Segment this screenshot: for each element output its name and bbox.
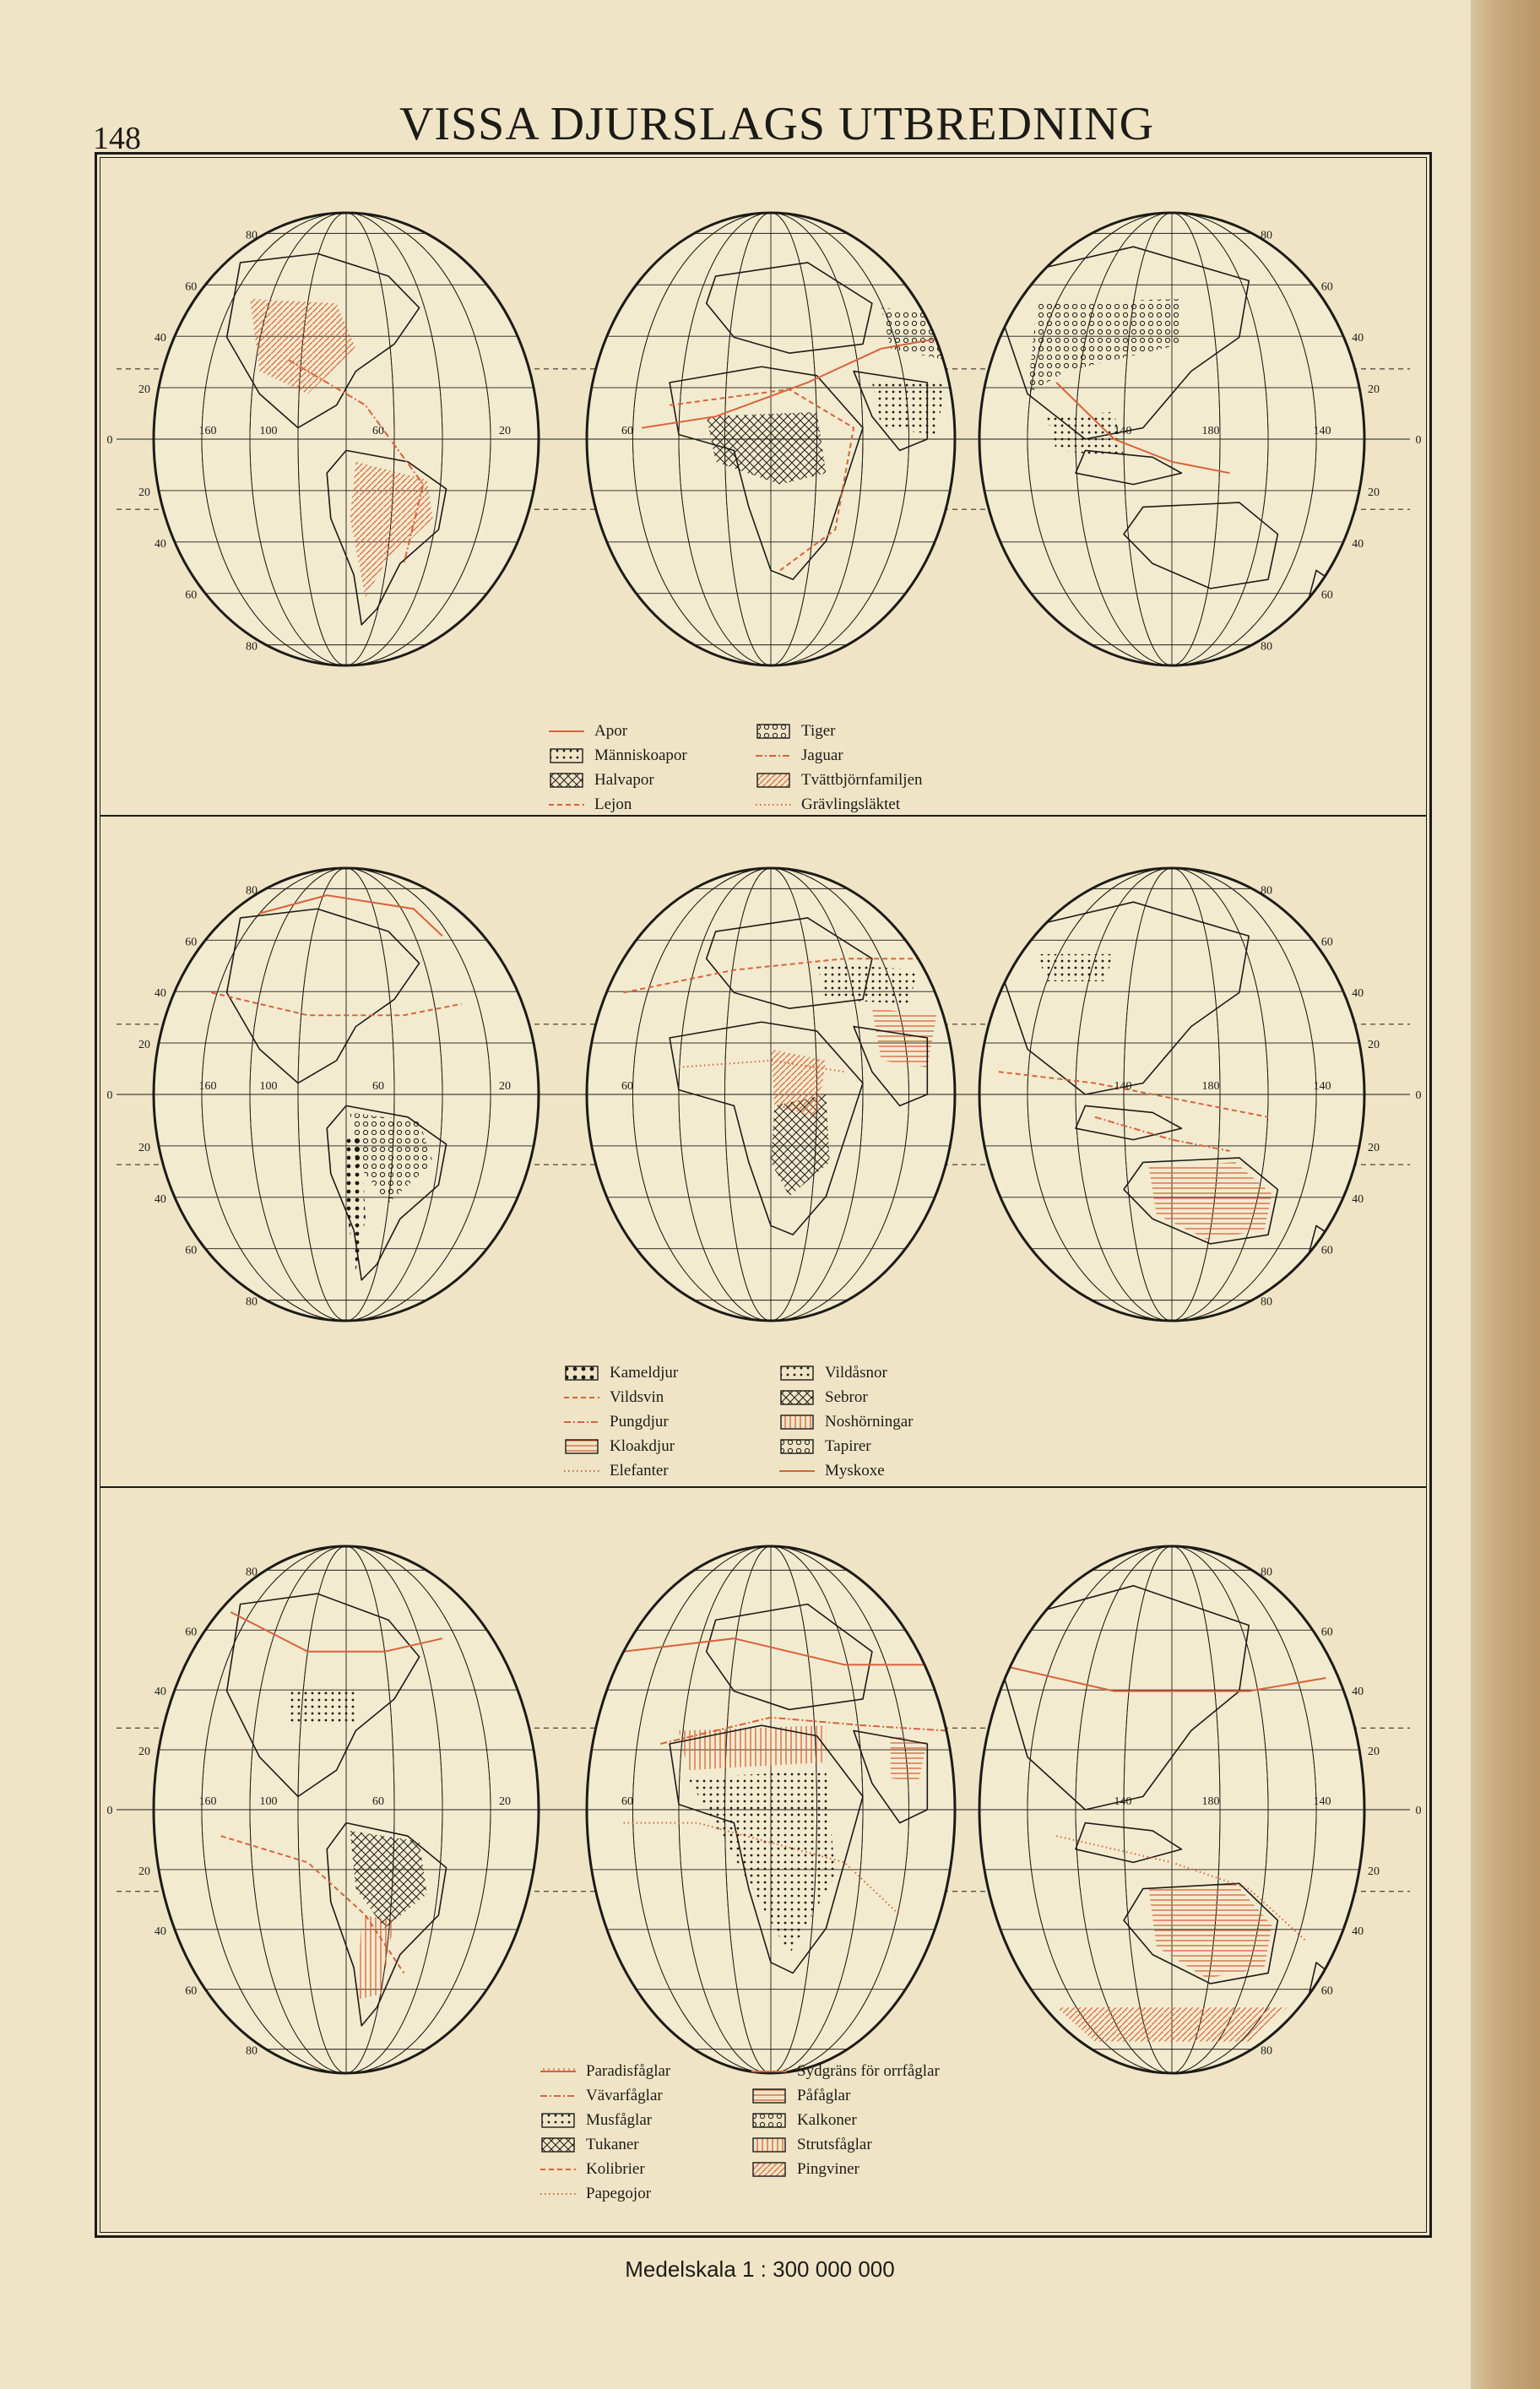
map-panel-primates — [100, 159, 1427, 814]
longitude-label: 160 — [198, 1080, 217, 1093]
latitude-label: 80 — [246, 229, 258, 242]
latitude-label: 20 — [138, 383, 150, 397]
legend-symbol — [754, 772, 793, 789]
latitude-label: 40 — [154, 537, 166, 551]
latitude-label: 20 — [1368, 1039, 1380, 1052]
latitude-label: 60 — [1320, 1244, 1333, 1257]
legend-item — [754, 768, 923, 792]
legend-item — [562, 1360, 678, 1385]
latitude-label: 40 — [1352, 1686, 1364, 1699]
legend-item — [562, 1434, 678, 1458]
latitude-label: 60 — [1320, 1626, 1333, 1639]
legend-symbol — [778, 1389, 816, 1406]
world-map-globes — [100, 159, 1427, 814]
legend-item — [547, 719, 687, 743]
map-panel-mammals — [100, 816, 1427, 1485]
longitude-label: 140 — [1313, 1080, 1331, 1093]
distribution-area — [817, 964, 919, 1004]
longitude-label: 20 — [499, 1795, 511, 1808]
legend-label: Vildsvin — [610, 1388, 664, 1406]
legend-label: Halvapor — [594, 771, 654, 789]
legend-symbol — [750, 2088, 789, 2104]
legend-label: Myskoxe — [825, 1462, 885, 1480]
legend-right — [750, 2059, 940, 2181]
globe-1 — [138, 868, 539, 1321]
latitude-label: 60 — [185, 589, 198, 602]
latitude-label: 80 — [246, 2044, 258, 2058]
latitude-label: 80 — [246, 640, 258, 654]
legend-right — [754, 719, 923, 817]
legend-left — [539, 2059, 670, 2206]
longitude-label: 60 — [372, 1795, 384, 1808]
latitude-label: 60 — [185, 280, 198, 294]
legend-label: Tapirer — [825, 1437, 871, 1455]
legend-label: Papegojor — [586, 2185, 652, 2202]
legend-symbol — [562, 1365, 601, 1382]
world-map-globes — [100, 816, 1427, 1485]
legend-item — [754, 792, 923, 817]
latitude-label: 60 — [185, 1244, 198, 1257]
legend-item — [778, 1360, 913, 1385]
distribution-area — [1056, 2007, 1288, 2042]
legend-item — [562, 1458, 678, 1483]
distribution-area — [771, 1049, 826, 1116]
legend-item — [778, 1434, 913, 1458]
page-number: 148 — [93, 121, 141, 156]
equator-label: 0 — [106, 1805, 113, 1817]
distribution-area — [289, 1691, 356, 1726]
distribution-area — [1037, 954, 1114, 981]
longitude-label: 160 — [198, 425, 217, 437]
legend-symbol — [539, 2137, 578, 2153]
longitude-label: 140 — [1313, 425, 1331, 437]
legend-symbol — [754, 796, 793, 813]
legend-label: Kameldjur — [610, 1364, 679, 1382]
legend-symbol — [562, 1438, 601, 1455]
legend-symbol — [754, 723, 793, 740]
latitude-label: 40 — [154, 332, 166, 345]
latitude-label: 20 — [1368, 1746, 1380, 1759]
latitude-label: 40 — [1352, 1192, 1364, 1206]
latitude-label: 80 — [1260, 884, 1272, 898]
map-scale: Medelskala 1 : 300 000 000 — [625, 2256, 895, 2282]
legend-label: Tvättbjörnfamiljen — [801, 771, 923, 789]
longitude-label: 140 — [1114, 1795, 1132, 1808]
legend-symbol — [539, 2161, 578, 2178]
legend-symbol — [539, 2185, 578, 2202]
latitude-label: 80 — [1260, 2044, 1272, 2058]
latitude-label: 20 — [138, 1141, 150, 1154]
longitude-label: 60 — [621, 1080, 633, 1093]
legend-label: Tukaner — [586, 2136, 639, 2153]
latitude-label: 40 — [1352, 332, 1364, 345]
legend-label: Jaguar — [801, 747, 843, 764]
legend-symbol — [547, 723, 586, 740]
latitude-label: 80 — [1260, 229, 1272, 242]
globe-1 — [138, 1546, 539, 2073]
legend-label: Apor — [594, 722, 628, 740]
legend-left — [562, 1360, 678, 1483]
equator-label: 0 — [1415, 1805, 1422, 1817]
longitude-label: 100 — [259, 1080, 278, 1093]
legend-symbol — [750, 2161, 789, 2178]
legend-label: Påfåglar — [797, 2087, 851, 2104]
legend-item — [750, 2157, 940, 2181]
latitude-label: 80 — [1260, 1566, 1272, 1579]
legend-label: Paradisfåglar — [586, 2062, 671, 2080]
equator-label: 0 — [106, 1089, 113, 1102]
latitude-label: 40 — [1352, 987, 1364, 1001]
latitude-label: 80 — [246, 1566, 258, 1579]
legend-item — [547, 768, 687, 792]
legend-item — [750, 2083, 940, 2108]
longitude-label: 20 — [499, 425, 511, 437]
legend-label: Kolibrier — [586, 2160, 645, 2178]
latitude-label: 20 — [1368, 383, 1380, 397]
latitude-label: 20 — [1368, 1865, 1380, 1878]
legend-symbol — [750, 2112, 789, 2129]
legend-item — [778, 1385, 913, 1409]
longitude-label: 60 — [372, 425, 384, 437]
legend-label: Strutsfåglar — [797, 2136, 872, 2153]
latitude-label: 60 — [185, 1626, 198, 1639]
latitude-label: 20 — [1368, 1141, 1380, 1154]
legend-label: Vävarfåglar — [586, 2087, 663, 2104]
legend-item — [562, 1385, 678, 1409]
legend-item — [539, 2181, 670, 2206]
legend-symbol — [539, 2088, 578, 2104]
globe-3 — [979, 1546, 1380, 2073]
equator-label: 0 — [1415, 1089, 1422, 1102]
latitude-label: 40 — [154, 1925, 166, 1938]
legend-label: Kloakdjur — [610, 1437, 675, 1455]
latitude-label: 20 — [138, 486, 150, 499]
legend-symbol — [547, 747, 586, 764]
legend-right — [778, 1360, 913, 1483]
globe-1 — [138, 213, 539, 665]
legend-item — [539, 2083, 670, 2108]
legend-label: Musfåglar — [586, 2111, 653, 2129]
legend-item — [778, 1409, 913, 1434]
legend-item — [539, 2059, 670, 2083]
legend-symbol — [750, 2063, 789, 2080]
legend-label: Kalkoner — [797, 2111, 857, 2129]
legend-label: Elefanter — [610, 1462, 669, 1480]
longitude-label: 100 — [259, 1795, 278, 1808]
legend-item — [562, 1409, 678, 1434]
latitude-label: 60 — [1320, 280, 1333, 294]
legend-symbol — [547, 796, 586, 813]
legend-symbol — [778, 1414, 816, 1431]
longitude-label: 160 — [198, 1795, 217, 1808]
longitude-label: 140 — [1114, 425, 1132, 437]
legend-item — [754, 719, 923, 743]
legend-symbol — [754, 747, 793, 764]
equator-label: 0 — [106, 434, 113, 447]
latitude-label: 80 — [246, 884, 258, 898]
legend-label: Människoapor — [594, 747, 687, 764]
legend-symbol — [778, 1438, 816, 1455]
latitude-label: 60 — [185, 936, 198, 949]
legend-label: Pingviner — [797, 2160, 859, 2178]
latitude-label: 60 — [1320, 936, 1333, 949]
latitude-label: 40 — [1352, 537, 1364, 551]
distribution-area — [872, 383, 946, 435]
distribution-area — [679, 1725, 826, 1770]
legend-label: Lejon — [594, 795, 632, 813]
legend-label: Vildåsnor — [825, 1364, 887, 1382]
legend-symbol — [562, 1389, 601, 1406]
legend-item — [539, 2108, 670, 2132]
legend-item — [750, 2108, 940, 2132]
page-edge — [1471, 0, 1540, 2389]
latitude-label: 60 — [1320, 589, 1333, 602]
legend-symbol — [562, 1463, 601, 1480]
latitude-label: 20 — [138, 1039, 150, 1052]
legend-item — [750, 2059, 940, 2083]
longitude-label: 180 — [1201, 1795, 1220, 1808]
longitude-label: 140 — [1114, 1080, 1132, 1093]
latitude-label: 40 — [154, 1192, 166, 1206]
latitude-label: 80 — [246, 1295, 258, 1309]
longitude-label: 100 — [259, 425, 278, 437]
latitude-label: 20 — [138, 1865, 150, 1878]
legend-symbol — [539, 2063, 578, 2080]
globe-2 — [587, 213, 955, 665]
longitude-label: 60 — [372, 1080, 384, 1093]
longitude-label: 60 — [621, 1795, 633, 1808]
latitude-label: 60 — [1320, 1984, 1333, 1998]
legend-item — [539, 2132, 670, 2157]
page-title: VISSA DJURSLAGS UTBREDNING — [399, 98, 1155, 150]
latitude-label: 40 — [1352, 1925, 1364, 1938]
legend-left — [547, 719, 687, 817]
legend-item — [547, 743, 687, 768]
globe-2 — [587, 868, 955, 1321]
longitude-label: 180 — [1201, 425, 1220, 437]
latitude-label: 40 — [154, 987, 166, 1001]
equator-label: 0 — [1415, 434, 1422, 447]
latitude-label: 80 — [1260, 1295, 1272, 1309]
globe-3 — [979, 868, 1380, 1321]
latitude-label: 80 — [1260, 640, 1272, 654]
legend-symbol — [562, 1414, 601, 1431]
map-panel-birds — [100, 1487, 1427, 2232]
latitude-label: 20 — [138, 1746, 150, 1759]
longitude-label: 180 — [1201, 1080, 1220, 1093]
longitude-label: 20 — [499, 1080, 511, 1093]
globe-2 — [587, 1546, 955, 2073]
latitude-label: 60 — [185, 1984, 198, 1998]
legend-symbol — [547, 772, 586, 789]
globe-3 — [979, 213, 1380, 665]
legend-symbol — [778, 1365, 816, 1382]
legend-label: Noshörningar — [825, 1413, 914, 1431]
legend-item — [750, 2132, 940, 2157]
legend-label: Tiger — [801, 722, 836, 740]
legend-symbol — [539, 2112, 578, 2129]
legend-item — [754, 743, 923, 768]
legend-symbol — [778, 1463, 816, 1480]
legend-label: Pungdjur — [610, 1413, 669, 1431]
legend-label: Sebror — [825, 1388, 868, 1406]
longitude-label: 140 — [1313, 1795, 1331, 1808]
legend-item — [539, 2157, 670, 2181]
longitude-label: 60 — [621, 425, 633, 437]
legend-label: Sydgräns för orrfåglar — [797, 2062, 940, 2080]
legend-symbol — [750, 2137, 789, 2153]
latitude-label: 20 — [1368, 486, 1380, 499]
legend-item — [547, 792, 687, 817]
latitude-label: 40 — [154, 1686, 166, 1699]
legend-item — [778, 1458, 913, 1483]
legend-label: Grävlingsläktet — [801, 795, 901, 813]
